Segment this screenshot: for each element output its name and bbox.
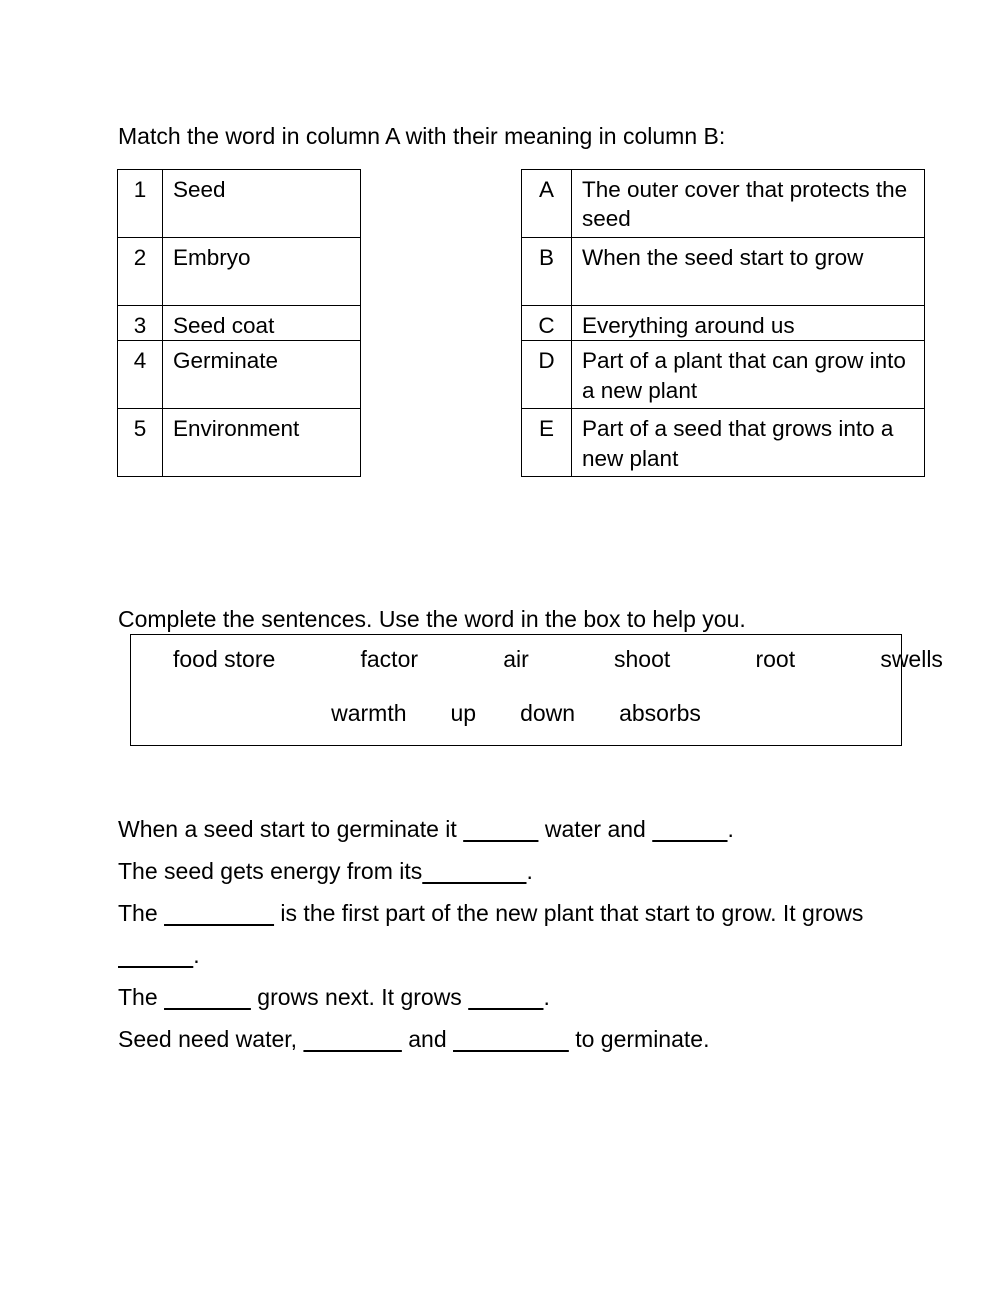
answer-blank[interactable] bbox=[422, 858, 526, 884]
word-bank-item: shoot bbox=[614, 646, 671, 672]
word-bank-item: warmth bbox=[331, 700, 407, 726]
word-bank-item: root bbox=[755, 646, 796, 672]
column-a-table bbox=[117, 169, 361, 477]
column-b-key: C bbox=[522, 306, 572, 341]
sentence-item: The grows next. It grows . bbox=[118, 984, 550, 1011]
column-a-value: Embryo bbox=[163, 238, 361, 306]
table-row bbox=[522, 238, 925, 306]
column-b-value: Part of a seed that grows into a new plant bbox=[572, 409, 925, 477]
column-b-key: E bbox=[522, 409, 572, 477]
word-bank-item: food store bbox=[173, 646, 276, 672]
column-b-key: D bbox=[522, 341, 572, 409]
table-row bbox=[118, 409, 361, 477]
sentence-item: When a seed start to germinate it water and . bbox=[118, 816, 734, 842]
column-b-value: Part of a plant that can grow into a new plant bbox=[572, 341, 925, 409]
word-bank-box bbox=[130, 634, 943, 746]
sentence-item: Seed need water, and to germinate. bbox=[118, 1026, 710, 1053]
word-bank-item: swells bbox=[880, 646, 943, 672]
column-a-value: Seed coat bbox=[163, 306, 361, 341]
answer-blank[interactable] bbox=[453, 1026, 569, 1052]
word-bank-item: down bbox=[520, 700, 576, 726]
answer-blank[interactable] bbox=[118, 942, 193, 968]
table-row bbox=[118, 238, 361, 306]
column-b-key: B bbox=[522, 238, 572, 306]
column-b-table bbox=[521, 169, 925, 477]
column-b-value: Everything around us bbox=[572, 306, 925, 341]
column-a-value: Germinate bbox=[163, 341, 361, 409]
column-a-key: 3 bbox=[118, 306, 163, 341]
answer-blank[interactable] bbox=[164, 900, 274, 926]
column-a-key: 5 bbox=[118, 409, 163, 477]
fill-in-blank-sentences bbox=[118, 808, 918, 1060]
column-b-value: The outer cover that protects the seed bbox=[572, 170, 925, 238]
answer-blank[interactable] bbox=[164, 984, 251, 1010]
column-a-value: Seed bbox=[163, 170, 361, 238]
sentence-item: The is the first part of the new plant that start to grow. It grows . bbox=[118, 900, 864, 969]
answer-blank[interactable] bbox=[468, 984, 543, 1010]
answer-blank[interactable] bbox=[303, 1026, 401, 1052]
complete-sentences-instruction: Complete the sentences. Use the word in the box to help you. bbox=[118, 606, 746, 632]
column-a-value: Environment bbox=[163, 409, 361, 477]
column-b-key: A bbox=[522, 170, 572, 238]
word-bank-item: air bbox=[503, 646, 529, 672]
word-bank-item: up bbox=[450, 700, 477, 726]
word-bank-row-1 bbox=[131, 646, 979, 673]
table-row bbox=[118, 170, 361, 238]
answer-blank[interactable] bbox=[463, 816, 538, 842]
answer-blank[interactable] bbox=[652, 816, 727, 842]
table-row bbox=[118, 306, 361, 341]
table-row bbox=[522, 409, 925, 477]
column-a-key: 4 bbox=[118, 341, 163, 409]
word-bank-row-2 bbox=[131, 700, 901, 727]
matching-tables bbox=[117, 169, 924, 499]
table-row bbox=[522, 306, 925, 341]
table-row bbox=[522, 170, 925, 238]
column-a-key: 1 bbox=[118, 170, 163, 238]
column-b-value: When the seed start to grow bbox=[572, 238, 925, 306]
table-row bbox=[522, 341, 925, 409]
table-row bbox=[118, 341, 361, 409]
column-a-key: 2 bbox=[118, 238, 163, 306]
matching-instruction: Match the word in column A with their meaning in column B: bbox=[118, 123, 726, 149]
sentence-item: The seed gets energy from its . bbox=[118, 858, 533, 885]
word-bank-item: absorbs bbox=[619, 700, 701, 726]
word-bank-item: factor bbox=[360, 646, 419, 672]
